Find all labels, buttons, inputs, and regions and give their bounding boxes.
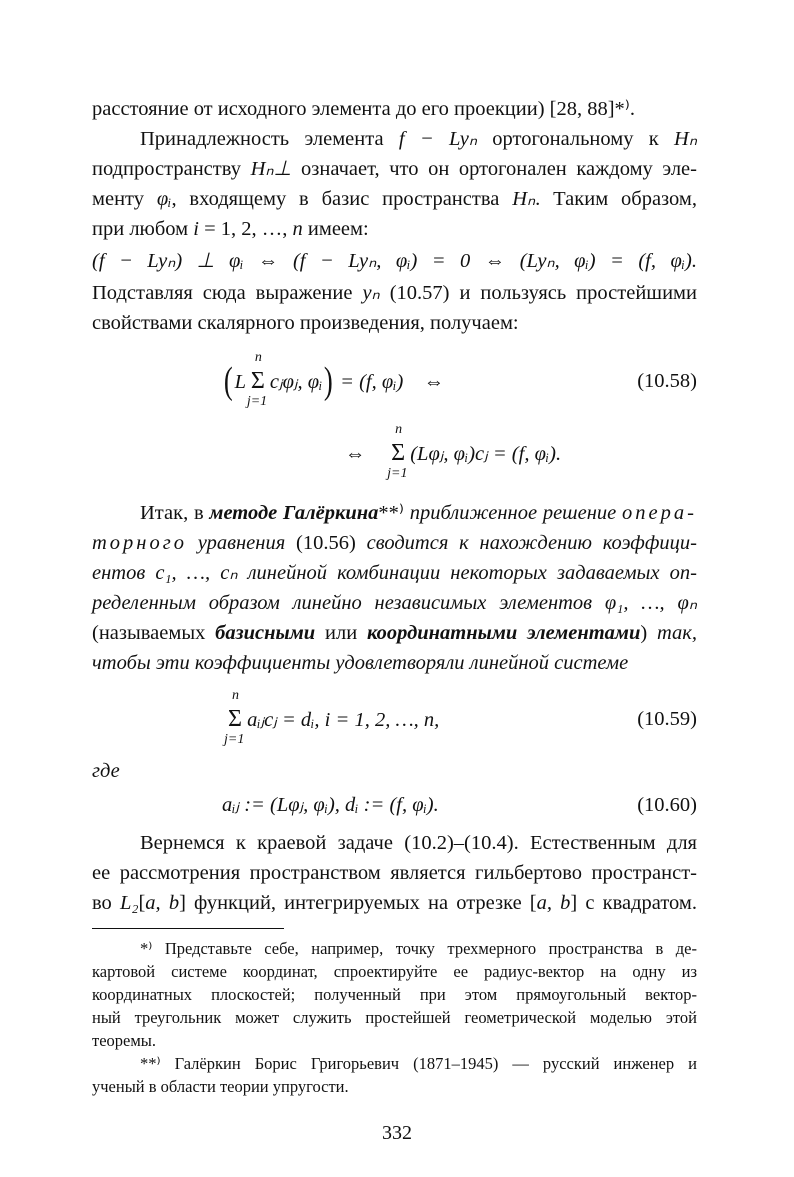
text-segment: (10.56) <box>296 532 356 554</box>
sum-upper-limit: n <box>395 422 403 437</box>
text-segment: f − Lyₙ <box>398 128 477 150</box>
text-segment: (называемых <box>92 622 216 644</box>
text-segment: где <box>92 760 120 782</box>
sum-symbol: Σ n j=1 <box>387 422 408 481</box>
text-segment: ортогональному к <box>477 128 675 150</box>
text-line <box>92 156 697 182</box>
text-segment: = 1, 2, …, <box>198 218 293 240</box>
right-paren: ) <box>324 360 334 402</box>
text-segment: a, b <box>536 892 571 914</box>
footnote-divider <box>92 928 284 929</box>
operator-L: L <box>234 371 246 393</box>
text-segment: (10.57) и пользуясь простейшими <box>379 282 697 304</box>
text-segment: ентов <box>92 562 156 584</box>
text-segment: линейной комбинации некоторых задаваемых оп- <box>237 562 697 584</box>
footnote-line <box>92 1076 697 1097</box>
text-line <box>92 620 697 646</box>
text-segment: расстояние от исходного элемента до его проекции) [28, 88]*⁾. <box>92 98 635 120</box>
sum-lower-limit: j=1 <box>387 466 408 481</box>
text-segment: ] с квадратом. <box>570 892 698 914</box>
equation-number-10-58: (10.58) <box>637 370 697 392</box>
equation-10-58-line1 <box>222 350 445 409</box>
text-segment: ее рассмотрения пространством является гильбертово пространст- <box>92 862 697 884</box>
text-segment: L₂ <box>119 892 139 914</box>
text-line <box>92 280 697 306</box>
text-line <box>140 830 697 856</box>
footnote-line <box>92 984 697 1005</box>
text-line <box>92 248 697 274</box>
text-line <box>92 590 697 616</box>
eq-body: (Lφⱼ, φᵢ)cⱼ = (f, φᵢ). <box>410 443 562 465</box>
sum-lower-limit: j=1 <box>224 732 245 747</box>
text-segment: c₁, …, cₙ <box>155 562 238 584</box>
text-segment: *⁾ Представьте себе, например, точку трехмерного пространства в де- <box>140 939 697 958</box>
text-segment: сводится к нахождению коэффици- <box>355 532 697 554</box>
page-number: 332 <box>382 1122 412 1144</box>
eq-inner: cⱼφⱼ, φᵢ <box>269 371 323 393</box>
text-segment: yₙ <box>362 282 380 304</box>
text-segment: опера- <box>622 502 697 524</box>
text-segment: при любом <box>92 218 194 240</box>
eq-body: aᵢⱼcⱼ = dᵢ, i = 1, 2, …, n, <box>247 709 440 731</box>
text-segment: i <box>193 218 199 240</box>
text-segment: , входящему в базис пространства <box>171 188 513 210</box>
text-segment: приближенное решение <box>409 502 623 524</box>
eq-rhs: = (f, φᵢ) <box>340 371 404 393</box>
iff-symbol: ⇔ <box>423 371 445 393</box>
text-segment: φᵢ <box>156 188 172 210</box>
text-segment: базисными <box>215 622 316 644</box>
text-segment: Подставляя сюда выражение <box>92 282 363 304</box>
text-segment: [ <box>138 892 146 914</box>
text-segment: ный треугольник может служить простейшей геометрической моделью этой <box>92 1008 697 1027</box>
text-segment: n <box>292 218 303 240</box>
text-segment: методе Галёркина <box>209 502 379 524</box>
text-line <box>92 758 697 784</box>
text-line <box>92 530 697 556</box>
sum-lower-limit: j=1 <box>246 394 268 409</box>
footnote-line <box>140 1053 697 1074</box>
sum-symbol: Σ n j=1 <box>246 350 268 409</box>
sum-symbol: Σ n j=1 <box>224 688 245 747</box>
text-line <box>140 126 697 152</box>
text-segment: ределенным образом линейно независимых элементов <box>92 592 605 614</box>
text-segment: Итак, в <box>140 502 210 524</box>
text-segment: **⁾ Галёркин Борис Григорьевич (1871–1945) — русский инженер и <box>140 1054 697 1073</box>
text-segment: Принадлежность элемента <box>140 128 399 150</box>
text-segment: Hₙ⊥ <box>250 158 292 180</box>
text-segment: ) <box>640 622 657 644</box>
text-segment: подпространству <box>92 158 251 180</box>
text-segment: или <box>315 622 367 644</box>
text-segment: координатными элементами <box>366 622 641 644</box>
text-line <box>92 216 697 242</box>
text-line <box>92 560 697 586</box>
text-line <box>92 310 697 336</box>
footnote-line <box>92 1007 697 1028</box>
sum-upper-limit: n <box>254 350 262 365</box>
footnote-line <box>140 938 697 959</box>
text-line <box>140 500 697 526</box>
text-segment: так, <box>656 622 698 644</box>
text-segment: (f − Lyₙ) ⊥ φᵢ ⇔ (f − Lyₙ, φᵢ) = 0 ⇔ (Lyₙ, φᵢ) = (f, φᵢ). <box>92 250 697 272</box>
text-segment: торного <box>92 532 187 554</box>
text-segment: Hₙ <box>512 188 536 210</box>
text-segment: чтобы эти коэффициенты удовлетворяли линейной системе <box>92 652 629 674</box>
footnote-line <box>92 1030 697 1051</box>
equation-10-60: aᵢⱼ := (Lφⱼ, φᵢ), dᵢ := (f, φᵢ). <box>222 794 439 816</box>
text-line <box>92 650 697 676</box>
text-segment: a, b <box>145 892 180 914</box>
text-segment: свойствами скалярного произведения, получаем: <box>92 312 519 334</box>
text-segment: **⁾ <box>378 502 410 524</box>
text-segment: Вернемся к краевой задаче (10.2)–(10.4). Естественным для <box>140 832 697 854</box>
text-line <box>92 860 697 886</box>
left-paren: ( <box>223 360 233 402</box>
text-line <box>92 186 697 212</box>
text-segment: имеем: <box>302 218 369 240</box>
sum-upper-limit: n <box>232 688 239 703</box>
text-segment: теоремы. <box>92 1031 157 1050</box>
equation-10-59 <box>224 688 440 747</box>
text-segment: . Таким образом, <box>535 188 697 210</box>
equation-10-58-line2 <box>345 422 562 481</box>
text-segment: во <box>92 892 120 914</box>
text-segment: ] функций, интегрируемых на отрезке [ <box>179 892 537 914</box>
iff-symbol: ⇔ <box>345 443 366 465</box>
equation-number-10-59: (10.59) <box>637 708 697 730</box>
text-line <box>92 890 697 916</box>
text-segment: ученый в области теории упругости. <box>92 1077 349 1096</box>
text-segment: менту <box>92 188 157 210</box>
text-segment: φ₁, …, φₙ <box>604 592 697 614</box>
text-segment: Hₙ <box>674 128 697 150</box>
text-line <box>92 96 697 122</box>
text-segment: координатных плоскостей; полученный при этом прямоугольный вектор- <box>92 985 697 1004</box>
text-segment: означает, что он ортогонален каждому эле- <box>291 158 697 180</box>
text-segment: картовой системе координат, спроектируйте ее радиус-вектор на одну из <box>92 962 697 981</box>
equation-number-10-60: (10.60) <box>637 794 697 816</box>
footnote-line <box>92 961 697 982</box>
text-segment: уравнения <box>186 532 297 554</box>
